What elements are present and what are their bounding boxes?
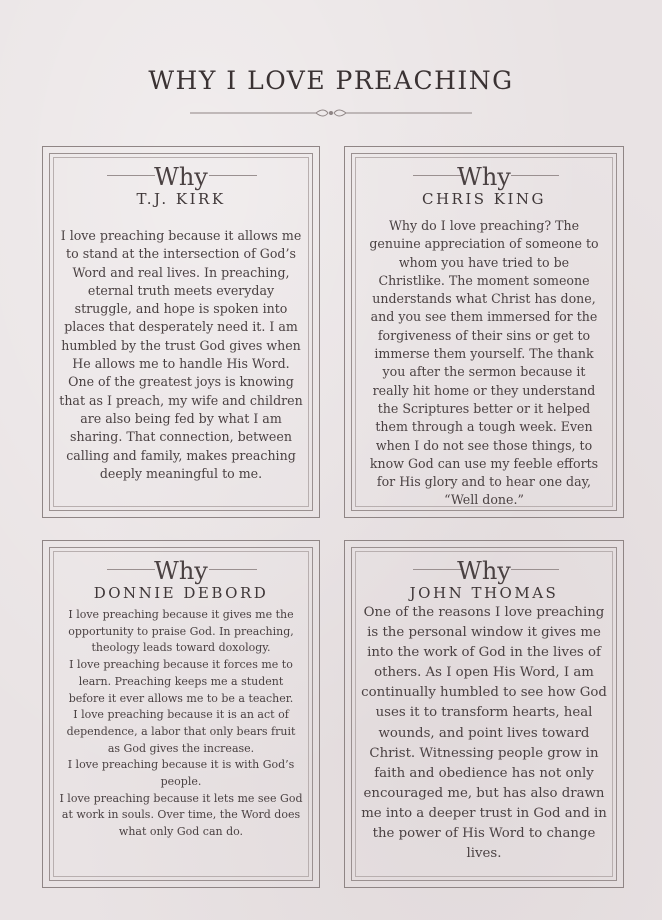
testimony-text: One of the reasons I love preaching is the personal window it gives me into the work of God in the lives of others. As I open His Word, I am continually humbled to see how God uses it to transform hearts, heal wounds, and point lives toward Christ. Witnessing people grow in faith and obedience has not only encouraged me, but has also drawn me into a deeper trust in God and in the power of His Word to change lives.: [361, 605, 607, 862]
page-title: WHY I LOVE PREACHING: [148, 66, 514, 95]
testimony-paragraph: I love preaching because it is an act of dependence, a labor that only bears fruit as God gives the increase.: [66, 708, 296, 755]
preacher-name: JOHN THOMAS: [409, 584, 559, 602]
testimony-paragraph: I love preaching because it gives me the opportunity to praise God. In preaching, theology leads toward doxology.: [68, 608, 294, 655]
preacher-name: DONNIE DEBORD: [93, 584, 269, 602]
preacher-name: T.J. KIRK: [136, 190, 226, 208]
testimony-card-chris-king: [344, 146, 624, 518]
testimony-text: [59, 607, 303, 841]
testimony-paragraph: I love preaching because it lets me see God at work in souls. Over time, the Word does what only God can do.: [59, 791, 303, 839]
testimony-card-donnie-debord: [42, 540, 320, 888]
card-heading: Why: [457, 557, 511, 585]
divider-ornament-icon: [190, 108, 472, 118]
testimony-paragraph: I love preaching because it is with God’s people.: [67, 758, 295, 789]
testimony-text: I love preaching because it allows me to stand at the intersection of God’s Word and real lives. In preaching, eternal truth meets everyday struggle, and hope is spoken into places that desperately need it. I am humbled by the trust God gives when He allows me to handle His Word. One of the greatest joys is knowing that as I preach, my wife and children are also being fed by what I am sharing. That connection, between calling and family, makes preaching deeply meaningful to me.: [59, 228, 303, 481]
testimony-text: Why do I love preaching? The genuine appreciation of someone to whom you have tried to be Christlike. The moment someone understands what Christ has done, and you see them immersed for the forgiveness of their sins or get to immerse them yourself. The thank you after the sermon because it really hit home or they understand the Scriptures better or it helped them through a tough week. Even when I do not see those things, to know God can use my feeble efforts for His glory and to hear one day, “Well done.”: [369, 218, 599, 508]
card-heading: Why: [154, 163, 208, 191]
testimony-card-tj-kirk: [42, 146, 320, 518]
testimony-card-john-thomas: [344, 540, 624, 888]
testimony-paragraph: I love preaching because it forces me to learn. Preaching keeps me a student before it ever allows me to be a teacher.: [68, 658, 294, 705]
preacher-name: CHRIS KING: [421, 190, 547, 208]
card-heading: Why: [154, 557, 208, 585]
card-heading: Why: [457, 163, 511, 191]
